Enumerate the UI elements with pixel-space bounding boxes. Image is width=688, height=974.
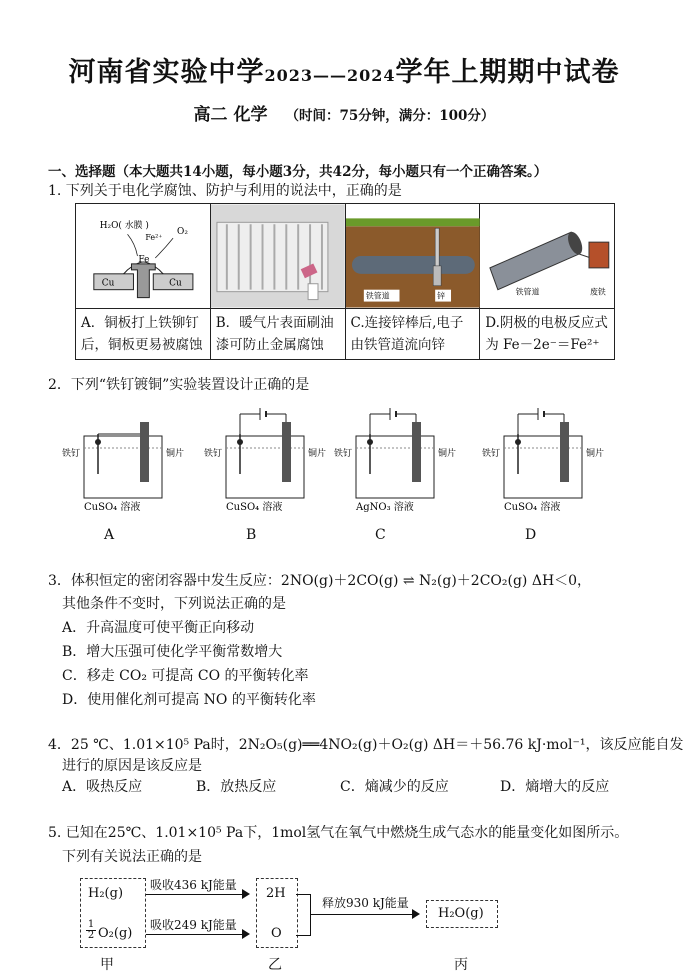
question-4-stem: 4．25 ℃、1.01×10⁵ Pa时，2N₂O₅(g)══4NO₂(g)＋O₂(g) ΔH＝＋56.76 kJ·mol⁻¹，该反应能自发	[48, 737, 684, 753]
svg-text:Fe²⁺: Fe²⁺	[145, 233, 163, 243]
atom-o: O	[271, 926, 282, 941]
arrow-o2	[146, 934, 246, 935]
svg-text:铜片: 铜片	[438, 449, 457, 459]
q4-option-d: D．熵增大的反应	[500, 779, 610, 795]
q2-letter-d: D	[525, 527, 537, 543]
question-3-stem: 3．体积恒定的密闭容器中发生反应：2NO(g)＋2CO(g) ⇌ N₂(g)＋2CO₂(g) ΔH＜0，	[48, 573, 592, 589]
svg-text:铁钉: 铁钉	[204, 449, 223, 459]
q2-letter-b: B	[246, 527, 257, 543]
question-2-stem: 2．下列“铁钉镀铜”实验装置设计正确的是	[48, 377, 310, 393]
arrow-h2	[146, 894, 246, 895]
apparatus-b	[204, 404, 327, 514]
q4-option-a: A．吸热反应	[62, 779, 143, 795]
svg-text:铁钉: 铁钉	[334, 449, 353, 459]
arrow-head-o2	[242, 929, 250, 939]
label-yi: 乙	[268, 957, 282, 973]
q2-letter-c: C	[375, 527, 386, 543]
svg-text:Cu: Cu	[101, 278, 115, 289]
rivet-corrosion-figure	[76, 204, 210, 308]
energy-diagram	[70, 872, 510, 973]
svg-text:CuSO₄ 溶液: CuSO₄ 溶液	[84, 502, 141, 513]
absorb-436-label: 吸收436 kJ能量	[150, 878, 237, 892]
q3-option-b: B．增大压强可使化学平衡常数增大	[62, 644, 283, 660]
release-930-label: 释放930 kJ能量	[322, 896, 409, 910]
q3-option-c: C．移走 CO₂ 可提高 CO 的平衡转化率	[62, 668, 309, 684]
question-4-stem-cont: 进行的原因是该反应是	[62, 758, 202, 774]
apparatus-c	[334, 404, 457, 514]
q1-option-a: A．铜板打上铁铆钉后，铜板更易被腐蚀	[76, 309, 211, 360]
exam-title: 河南省实验中学2023——2024学年上期期中试卷	[68, 57, 620, 88]
question-1-stem: 1. 下列关于电化学腐蚀、防护与利用的说法中，正确的是	[48, 183, 402, 199]
svg-text:铜片: 铜片	[308, 449, 327, 459]
arrow-head-h2	[242, 889, 250, 899]
q1-option-d: D.阴极的电极反应式为 Fe－2e⁻＝Fe²⁺	[480, 309, 615, 360]
atom-2h: 2H	[266, 886, 286, 901]
svg-text:H₂O( 水膜 ): H₂O( 水膜 )	[99, 221, 149, 232]
apparatus-d	[482, 404, 605, 514]
q2-letter-a: A	[104, 527, 115, 543]
question-5-stem: 5. 已知在25℃、1.01×10⁵ Pa下，1mol氢气在氧气中燃烧生成气态水的能量变化如图所示。	[48, 825, 629, 841]
question-3-stem-cont: 其他条件不变时，下列说法正确的是	[62, 596, 286, 612]
buried-pipe-zinc-figure	[346, 204, 480, 308]
bracket	[296, 894, 311, 936]
svg-text:铁管道: 铁管道	[515, 287, 540, 297]
svg-text:AgNO₃ 溶液: AgNO₃ 溶液	[356, 502, 414, 513]
arrow-release	[310, 914, 416, 915]
absorb-249-label: 吸收249 kJ能量	[150, 918, 237, 932]
q3-option-a: A．升高温度可使平衡正向移动	[62, 620, 255, 636]
electroplating-apparatus-row	[62, 404, 642, 544]
label-bing: 丙	[454, 957, 468, 973]
svg-text:铁管道: 铁管道	[365, 291, 390, 301]
figure-c-cell	[345, 204, 480, 309]
svg-text:铁钉: 铁钉	[482, 449, 501, 459]
svg-text:铜片: 铜片	[586, 449, 605, 459]
section-heading: 一、选择题（本大题共14小题，每小题3分，共42分，每小题只有一个正确答案。）	[48, 164, 548, 180]
svg-text:废铁: 废铁	[590, 287, 607, 297]
svg-text:铜片: 铜片	[166, 449, 185, 459]
svg-text:铁钉: 铁钉	[62, 449, 81, 459]
q4-option-c: C．熵减少的反应	[340, 779, 449, 795]
q3-option-d: D．使用催化剂可提高 NO 的平衡转化率	[62, 692, 316, 708]
svg-text:Cu: Cu	[169, 278, 182, 289]
product-h2o: H₂O(g)	[438, 906, 484, 921]
svg-text:Fe: Fe	[138, 254, 150, 265]
figure-d-cell	[480, 204, 615, 309]
exam-subtitle: 高二 化学 （时间：75分钟，满分：100分）	[193, 105, 495, 125]
q1-option-c: C.连接锌棒后,电子由铁管道流向锌	[345, 309, 480, 360]
apparatus-a	[62, 404, 185, 514]
svg-text:O₂: O₂	[177, 227, 188, 238]
half-fraction: 1 2	[87, 919, 95, 941]
o2-label: O₂(g)	[98, 926, 133, 941]
h2-label: H₂(g)	[88, 886, 124, 901]
label-jia: 甲	[100, 957, 114, 973]
question-1-table	[75, 203, 615, 360]
q1-option-b: B．暖气片表面刷油漆可防止金属腐蚀	[210, 309, 345, 360]
svg-text:CuSO₄ 溶液: CuSO₄ 溶液	[504, 502, 561, 513]
svg-text:CuSO₄ 溶液: CuSO₄ 溶液	[226, 502, 283, 513]
arrow-head-release	[412, 909, 420, 919]
figure-b-cell	[210, 204, 345, 309]
svg-text:锌: 锌	[436, 291, 445, 301]
pipe-scrap-iron-figure	[480, 204, 614, 308]
q4-option-b: B．放热反应	[196, 779, 277, 795]
radiator-photo	[211, 204, 345, 308]
figure-a-cell	[76, 204, 211, 309]
question-5-stem-cont: 下列有关说法正确的是	[62, 849, 202, 865]
